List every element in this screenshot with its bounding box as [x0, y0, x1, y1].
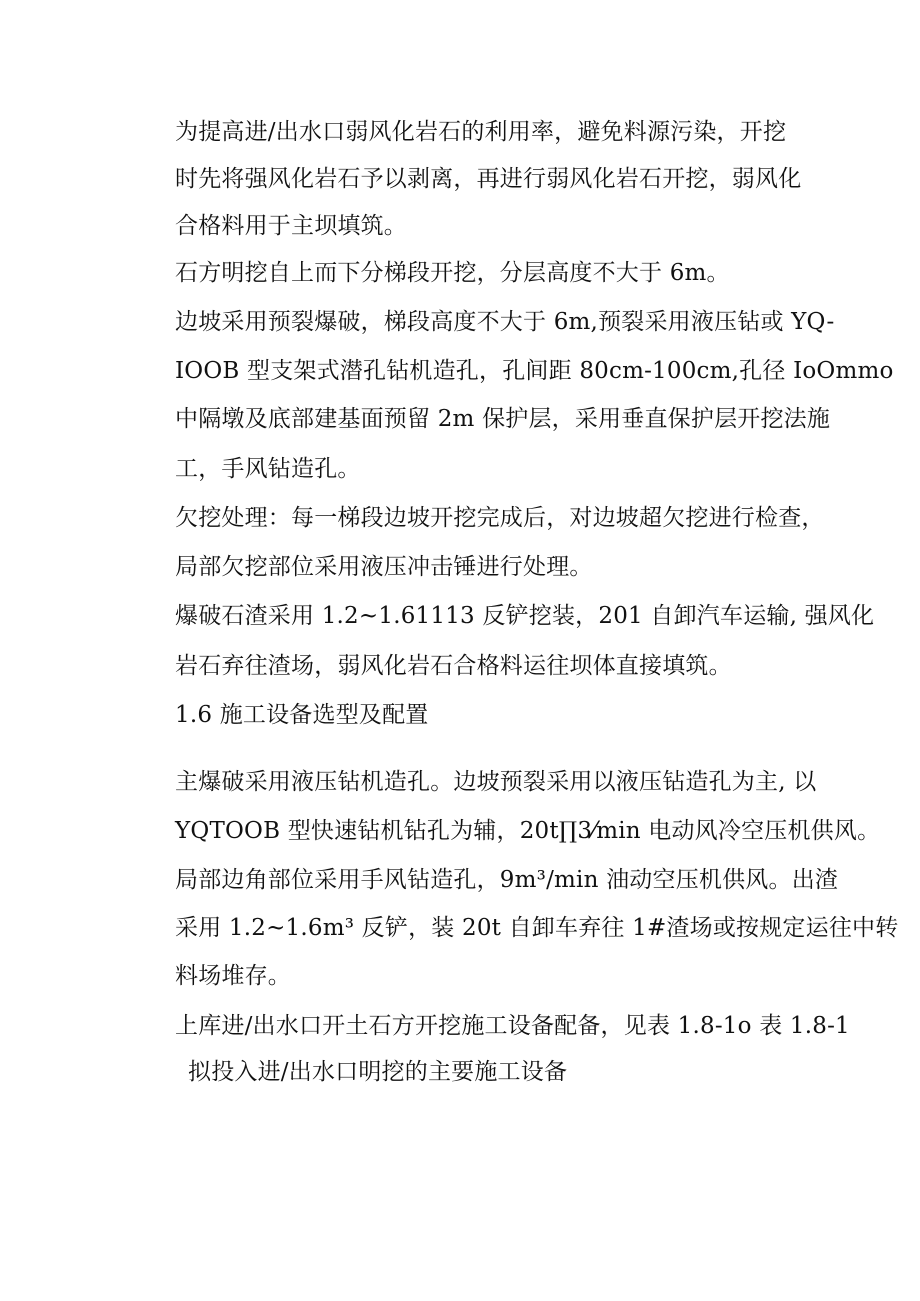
paragraph-line: 石方明挖自上而下分梯段开挖，分层高度不大于 6m。: [175, 260, 730, 286]
table-caption: 拟投入进/出水口明挖的主要施工设备: [188, 1059, 568, 1085]
paragraph-line: 为提高进/出水口弱风化岩石的利用率，避免料源污染，开挖: [175, 119, 787, 145]
paragraph-line: IOOB 型支架式潜孔钻机造孔，孔间距 80cm-100cm,孔径 IoOmmo: [175, 358, 894, 384]
paragraph-line: 上库进/出水口开土石方开挖施工设备配备，见表 1.8-1o 表 1.8-1: [175, 1013, 850, 1039]
paragraph-line: 欠挖处理：每一梯段边坡开挖完成后，对边坡超欠挖进行检查，: [175, 505, 825, 531]
paragraph-line: 工，手风钻造孔。: [175, 456, 361, 482]
paragraph-line: 岩石弃往渣场，弱风化岩石合格料运往坝体直接填筑。: [175, 653, 732, 679]
paragraph-line: 时先将强风化岩石予以剥离，再进行弱风化岩石开挖，弱风化: [175, 166, 802, 192]
paragraph-line: 料场堆存。: [175, 963, 291, 989]
paragraph-line: 局部欠挖部位采用液压冲击锤进行处理。: [175, 554, 593, 580]
paragraph-line: 采用 1.2~1.6m³ 反铲，装 20t 自卸车弃往 1#渣场或按规定运往中转: [175, 915, 899, 941]
paragraph-line: 合格料用于主坝填筑。: [175, 213, 407, 239]
paragraph-line: YQTOOB 型快速钻机钻孔为辅，20t∏3⁄min 电动风冷空压机供风。: [175, 818, 881, 844]
paragraph-line: 局部边角部位采用手风钻造孔，9m³/min 油动空压机供风。出渣: [175, 867, 839, 893]
paragraph-line: 边坡采用预裂爆破，梯段高度不大于 6m,预裂采用液压钻或 YQ-: [175, 309, 835, 335]
paragraph-line: 爆破石渣采用 1.2~1.61113 反铲挖装，201 自卸汽车运输, 强风化: [175, 603, 875, 629]
paragraph-line: 主爆破采用液压钻机造孔。边坡预裂采用以液压钻造孔为主, 以: [175, 769, 817, 795]
section-heading: 1.6 施工设备选型及配置: [175, 702, 429, 728]
paragraph-line: 中隔墩及底部建基面预留 2m 保护层，采用垂直保护层开挖法施: [175, 406, 831, 432]
